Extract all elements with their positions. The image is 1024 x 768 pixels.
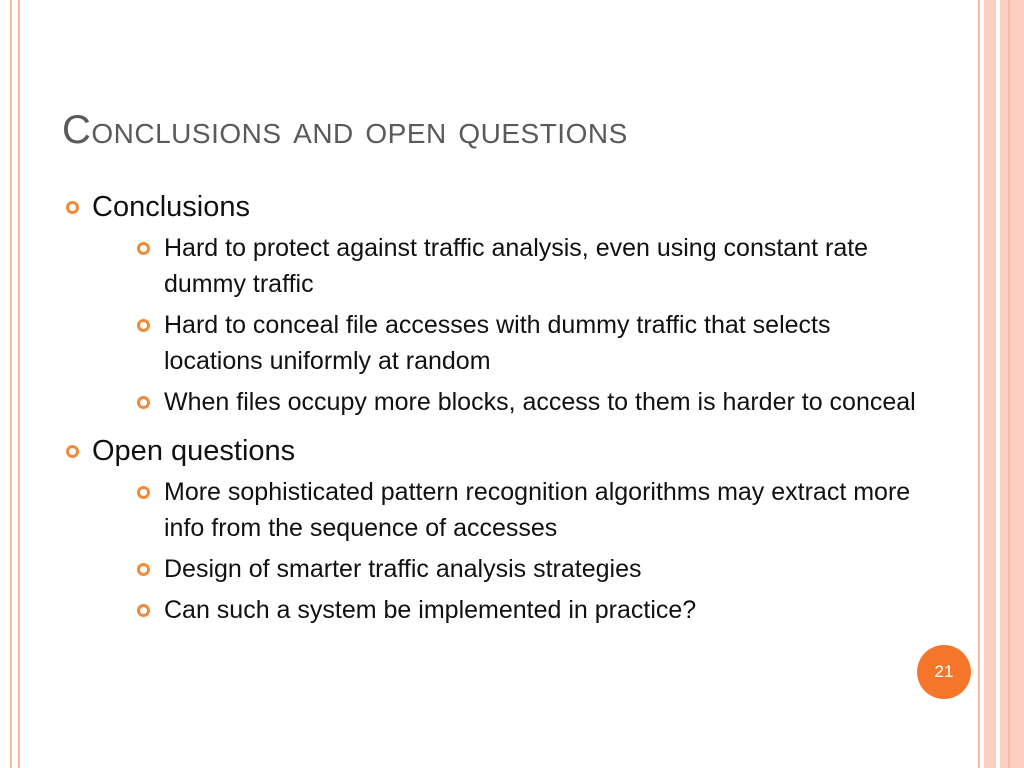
- circle-bullet-icon: [137, 242, 150, 255]
- right-border-line: [978, 0, 980, 768]
- circle-bullet-icon: [137, 319, 150, 332]
- circle-bullet-icon: [137, 486, 150, 499]
- circle-bullet-icon: [66, 201, 79, 214]
- list-item: [92, 307, 922, 379]
- circle-bullet-icon: [66, 445, 79, 458]
- section-heading: Conclusions: [92, 191, 250, 223]
- circle-bullet-icon: [137, 396, 150, 409]
- bullet-list: [62, 184, 922, 636]
- list-item: [92, 230, 922, 302]
- list-item-text: More sophisticated pattern recognition algorithms may extract more info from the sequence of accesses: [164, 478, 911, 542]
- section-heading: Open questions: [92, 435, 296, 467]
- list-item-text: Hard to conceal file accesses with dummy traffic that selects locations uniformly at random: [164, 311, 831, 375]
- section-conclusions: [62, 184, 922, 420]
- slide-title: Conclusions and open questions: [62, 108, 628, 152]
- circle-bullet-icon: [137, 604, 150, 617]
- section-open-questions: [62, 428, 922, 628]
- right-border-band: [984, 0, 996, 768]
- circle-bullet-icon: [137, 563, 150, 576]
- left-border-decoration: [10, 0, 20, 768]
- sub-list: [92, 230, 922, 420]
- sub-list: [92, 474, 922, 628]
- list-item: [92, 384, 922, 420]
- list-item: [92, 474, 922, 546]
- list-item: [92, 551, 922, 587]
- page-number-badge: 21: [917, 645, 971, 699]
- list-item: [92, 592, 922, 628]
- list-item-text: Can such a system be implemented in practice?: [164, 596, 697, 624]
- right-border-inner-line: [1008, 0, 1010, 768]
- right-border-outer: [1000, 0, 1024, 768]
- list-item-text: Hard to protect against traffic analysis, even using constant rate dummy traffic: [164, 234, 869, 298]
- list-item-text: Design of smarter traffic analysis strategies: [164, 555, 642, 583]
- list-item-text: When files occupy more blocks, access to them is harder to conceal: [164, 388, 916, 416]
